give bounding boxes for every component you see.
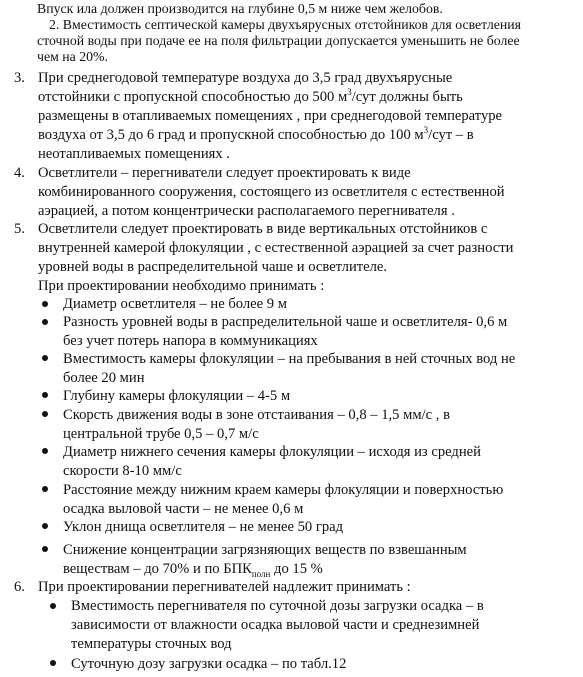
intro-line-4: чем на 20%. bbox=[37, 49, 108, 64]
bullet-5-7-line-1: Расстояние между нижним краем камеры флокуляции и поверхностью bbox=[63, 482, 504, 498]
item-4-line-1: Осветлители – перегниватели следует проектировать к виде bbox=[38, 165, 411, 181]
bullet-5-9-line-1: Снижение концентрации загрязняющих веществ по взвешанным bbox=[63, 542, 467, 558]
bullet-icon bbox=[50, 603, 56, 609]
bullet-icon bbox=[42, 486, 48, 492]
bullet-icon bbox=[42, 523, 48, 529]
item-5-line-1: Осветлители следует проектировать в виде вертикальных отстойников с bbox=[38, 221, 488, 237]
bullet-6-2-line-1: Суточную дозу загрузки осадка – по табл.12 bbox=[71, 656, 347, 672]
bullet-6-1-line-2: зависимости от влажности осадка выловой части и среднезимней bbox=[71, 617, 480, 633]
item-5-number: 5. bbox=[14, 221, 25, 237]
item-4-line-3: аэрацией, а потом концентрически располагаемого перегнивателя . bbox=[38, 203, 455, 219]
bullet-5-7-line-2: осадка выловой части – не менее 0,6 м bbox=[63, 501, 304, 517]
item-4-line-2: комбинированного сооружения, состоящего из осветлителя с естественной bbox=[38, 184, 505, 200]
bullet-5-9-line-2: веществам – до 70% и по $БПК_{полн}$ до 15 % bbox=[63, 561, 323, 579]
item-3-line-2: отстойники с пропускной способностью до 500 $м^3$/сут должны быть bbox=[38, 87, 463, 105]
item-3-line-5: неотапливаемых помещениях . bbox=[38, 146, 230, 162]
bullet-icon bbox=[42, 411, 48, 417]
item-3-line-3: размещены в отапливаемых помещениях , при среднегодовой температуре bbox=[38, 108, 503, 124]
item-3-line-1: При среднегодовой температуре воздуха до 3,5 град двухъярусные bbox=[38, 70, 453, 86]
bullet-icon bbox=[42, 301, 48, 307]
intro-line-3: сточной воды при подаче ее на поля фильтрации допускается уменьшить не более bbox=[37, 33, 520, 48]
item-5-line-3: уровней воды в распределительной чаше и осветлителе. bbox=[38, 259, 388, 275]
item-5-line-4: При проектировании необходимо принимать : bbox=[38, 278, 325, 294]
bullet-5-3-line-2: более 20 мин bbox=[63, 370, 145, 386]
bullet-5-2-line-2: без учет потерь напора в коммуникациях bbox=[63, 333, 318, 349]
bullet-5-2-line-1: Разность уровней воды в распределительной чаше и осветлителя- 0,6 м bbox=[63, 314, 508, 330]
bullet-icon bbox=[50, 660, 56, 666]
intro-line-2: 2. Вместимость септической камеры двухъярусных отстойников для осветления bbox=[49, 17, 521, 32]
bullet-5-4-line-1: Глубину камеры флокуляции – 4-5 м bbox=[63, 388, 291, 404]
bullet-icon bbox=[42, 448, 48, 454]
item-6-line-1: При проектировании перегнивателей надлежит принимать : bbox=[38, 579, 411, 595]
bullet-5-5-line-2: центральной трубе 0,5 – 0,7 м/с bbox=[63, 426, 259, 442]
item-3-line-4: воздуха от 3,5 до 6 град и пропускной способностью до 100 $м^3$/сут – в bbox=[38, 125, 474, 143]
intro-line-1: Впуск ила должен производится на глубине 0,5 м ниже чем желобов. bbox=[37, 1, 443, 16]
bullet-icon bbox=[42, 355, 48, 361]
item-3-number: 3. bbox=[14, 70, 25, 86]
bullet-6-1-line-3: температуры сточных вод bbox=[71, 636, 232, 652]
bullet-5-6-line-1: Диаметр нижнего сечения камеры флокуляции – исходя из средней bbox=[63, 444, 481, 460]
item-6-number: 6. bbox=[14, 579, 25, 595]
bullet-5-1-line-1: Диаметр осветлителя – не более 9 м bbox=[63, 296, 287, 312]
item-4-number: 4. bbox=[14, 165, 25, 181]
bullet-5-6-line-2: скорости 8-10 мм/с bbox=[63, 463, 182, 479]
bullet-icon bbox=[42, 546, 48, 552]
bullet-5-8-line-1: Уклон днища осветлителя – не менее 50 град bbox=[63, 519, 344, 535]
bullet-icon bbox=[42, 319, 48, 325]
bullet-6-1-line-1: Вместимость перегнивателя по суточной дозы загрузки осадка – в bbox=[71, 598, 484, 614]
item-5-line-2: внутренней камерой флокуляции , с естественной аэрацией за счет разности bbox=[38, 240, 514, 256]
bullet-5-3-line-1: Вместимость камеры флокуляции – на пребывания в ней сточных вод не bbox=[63, 351, 516, 367]
bullet-5-5-line-1: Скорсть движения воды в зоне отстаивания – 0,8 – 1,5 мм/с , в bbox=[63, 407, 450, 423]
bullet-icon bbox=[42, 392, 48, 398]
